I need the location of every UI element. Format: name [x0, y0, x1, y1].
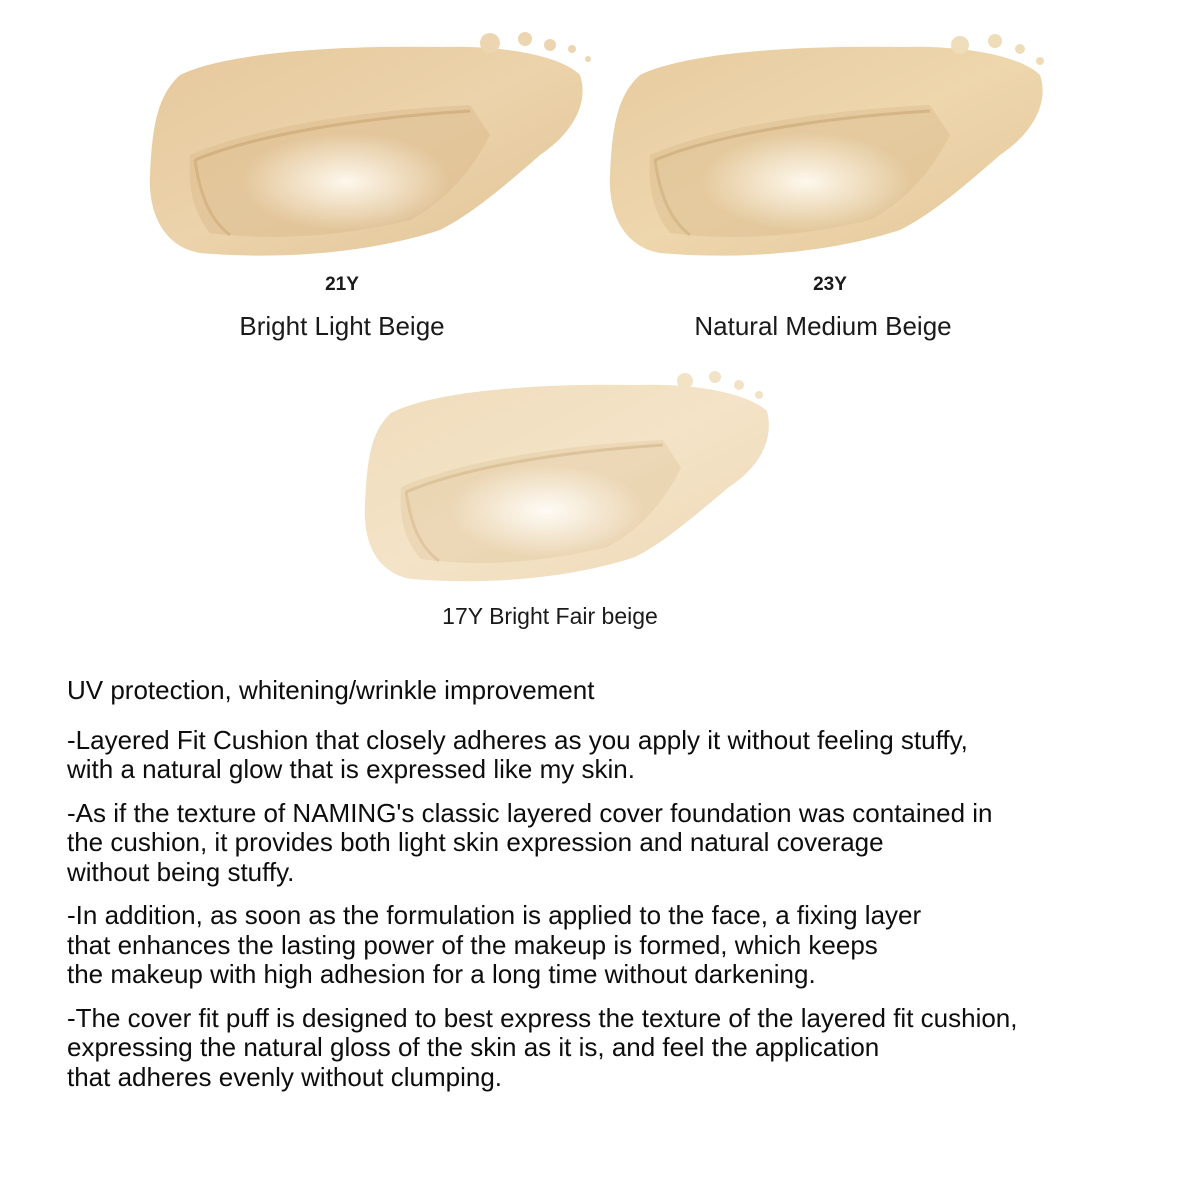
- swatch-17y: [355, 355, 785, 590]
- description-line: the cushion, it provides both light skin expression and natural coverage: [67, 827, 884, 857]
- description-headline: UV protection, whitening/wrinkle improvement: [67, 675, 595, 705]
- product-description: [67, 676, 1177, 1106]
- description-paragraph-3: [67, 901, 1177, 990]
- description-line: without being stuffy.: [67, 856, 295, 887]
- swatch-23y: [600, 15, 1060, 265]
- description-line: with a natural glow that is expressed like my skin.: [67, 754, 635, 784]
- shade-name-21y: Bright Light Beige: [239, 311, 445, 341]
- description-line: -The cover fit puff is designed to best express the texture of the layered fit cushion,: [67, 1002, 1018, 1033]
- shade-code-23y: 23Y: [813, 274, 847, 295]
- description-line: that enhances the lasting power of the makeup is formed, which keeps: [67, 929, 878, 960]
- description-line: -As if the texture of NAMING's classic layered cover foundation was contained in: [67, 797, 993, 828]
- description-paragraph-1: [67, 726, 1177, 785]
- shade-name-23y: Natural Medium Beige: [694, 311, 952, 341]
- swatch-21y: [140, 15, 600, 265]
- shade-code-21y: 21Y: [325, 274, 359, 295]
- swatch-23y-smear-image: [600, 15, 1060, 265]
- swatch-21y-smear-image: [140, 15, 600, 265]
- description-line: -In addition, as soon as the formulation is applied to the face, a fixing layer: [67, 900, 922, 930]
- description-paragraph-2: [67, 799, 1177, 888]
- shade-label-17y: 17Y Bright Fair beige: [442, 603, 658, 629]
- swatch-17y-smear-image: [355, 355, 785, 590]
- description-paragraph-4: [67, 1004, 1177, 1093]
- description-line: expressing the natural gloss of the skin as it is, and feel the application: [67, 1032, 880, 1062]
- description-line: that adheres evenly without clumping.: [67, 1061, 503, 1092]
- description-line: the makeup with high adhesion for a long time without darkening.: [67, 959, 816, 989]
- description-line: -Layered Fit Cushion that closely adheres as you apply it without feeling stuffy,: [67, 724, 968, 755]
